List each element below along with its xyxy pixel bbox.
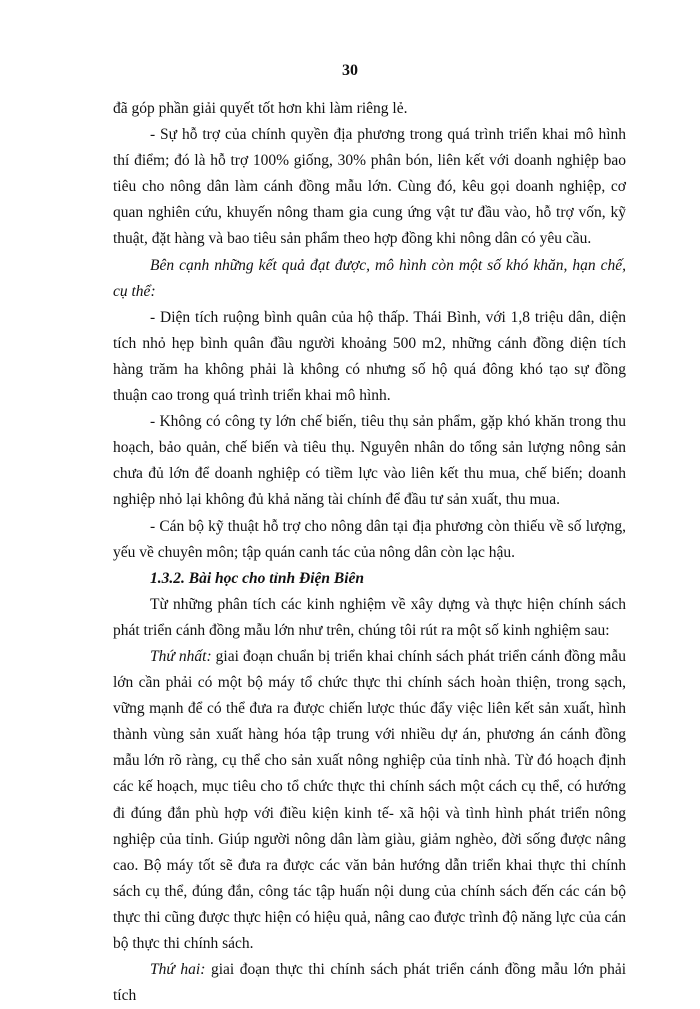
second-lesson-label: Thứ hai: [150,961,206,979]
paragraph-difficulties-intro: Bên cạnh những kết quả đạt được, mô hình còn một số khó khăn, hạn chế, cụ thể: [113,256,626,300]
second-lesson-text: giai đoạn thực thi chính sách phát triển cánh đồng mẫu lớn phải tích [113,961,627,1005]
paragraph-local-support: - Sự hỗ trợ của chính quyền địa phương trong quá trình triển khai mô hình thí điểm; đó là hỗ trợ 100% giống, 30% phân bón, liên kết với doanh nghiệp bao tiêu cho nông dân làm cánh đồng mẫu lớn. Cùng đó, kêu gọi doanh nghiệp, cơ quan nghiên cứu, khuyến nông tham gia cung ứng vật tư đầu vào, hỗ trợ vốn, kỹ thuật, đặt hàng và bao tiêu sản phẩm theo hợp đồng khi nông dân có yêu cầu. [113,126,626,248]
first-lesson-text: giai đoạn chuẩn bị triển khai chính sách phát triển cánh đồng mẫu lớn cần phải có một bộ máy tổ chức thực thi chính sách hoàn thiện, trong sạch, vững mạnh để có thể đưa ra được chiến lược thúc đẩy việc liên kết sản xuất, hình thành vùng sản xuất hàng hóa tập trung với nhiều dự án, phương án cánh đồng mẫu lớn rõ ràng, cụ thể cho sản xuất nông nghiệp của tỉnh nhà. Từ đó hoạch định các kế hoạch, mục tiêu cho tổ chức thực thi chính sách một cách cụ thể, có hướng đi đúng đắn phù hợp với điều kiện kinh tế- xã hội và tình hình phát triển nông nghiệp của tỉnh. Giúp người nông dân làm giàu, giảm nghèo, đời sống được nâng cao. Bộ máy tốt sẽ đưa ra được các văn bản hướng dẫn triển khai thực thi chính sách cụ thể, đúng đắn, công tác tập huấn nội dung của chính sách đến các cán bộ thực thi cũng được thực hiện có hiệu quả, nâng cao được trình độ năng lực của cán bộ thực thi chính sách. [113,647,626,952]
paragraph-lessons-intro: Từ những phân tích các kinh nghiệm về xây dựng và thực hiện chính sách phát triển cánh đồng mẫu lớn như trên, chúng tôi rút ra một số kinh nghiệm sau: [113,595,626,639]
paragraph-second-lesson [113,957,626,1009]
first-lesson-label: Thứ nhất: [150,647,212,665]
paragraph-processing-companies: - Không có công ty lớn chế biến, tiêu thụ sản phẩm, gặp khó khăn trong thu hoạch, bảo quản, chế biến và tiêu thụ. Nguyên nhân do tổng sản lượng nông sản chưa đủ lớn để doanh nghiệp có tiềm lực vào liên kết thu mua, chế biến; doanh nghiệp nhỏ lại không đủ khả năng tài chính để đầu tư sản xuất, thu mua. [113,413,626,509]
paragraph-technical-staff: - Cán bộ kỹ thuật hỗ trợ cho nông dân tại địa phương còn thiếu về số lượng, yếu về chuyên môn; tập quán canh tác của nông dân còn lạc hậu. [113,517,626,561]
paragraph-land-area: - Diện tích ruộng bình quân của hộ thấp. Thái Bình, với 1,8 triệu dân, diện tích nhỏ hẹp bình quân đầu người khoảng 500 m2, những cánh đồng diện tích hàng trăm ha không phải là không có nhưng số hộ quá đông khó tạo sự đồng thuận cao trong quá trình triển khai mô hình. [113,308,626,405]
section-heading: 1.3.2. Bài học cho tỉnh Điện Biên [150,569,365,587]
document-body [113,96,626,1009]
page-number: 30 [342,62,358,79]
paragraph-first-lesson [113,644,626,957]
paragraph-continuation: đã góp phần giải quyết tốt hơn khi làm riêng lẻ. [113,100,408,117]
